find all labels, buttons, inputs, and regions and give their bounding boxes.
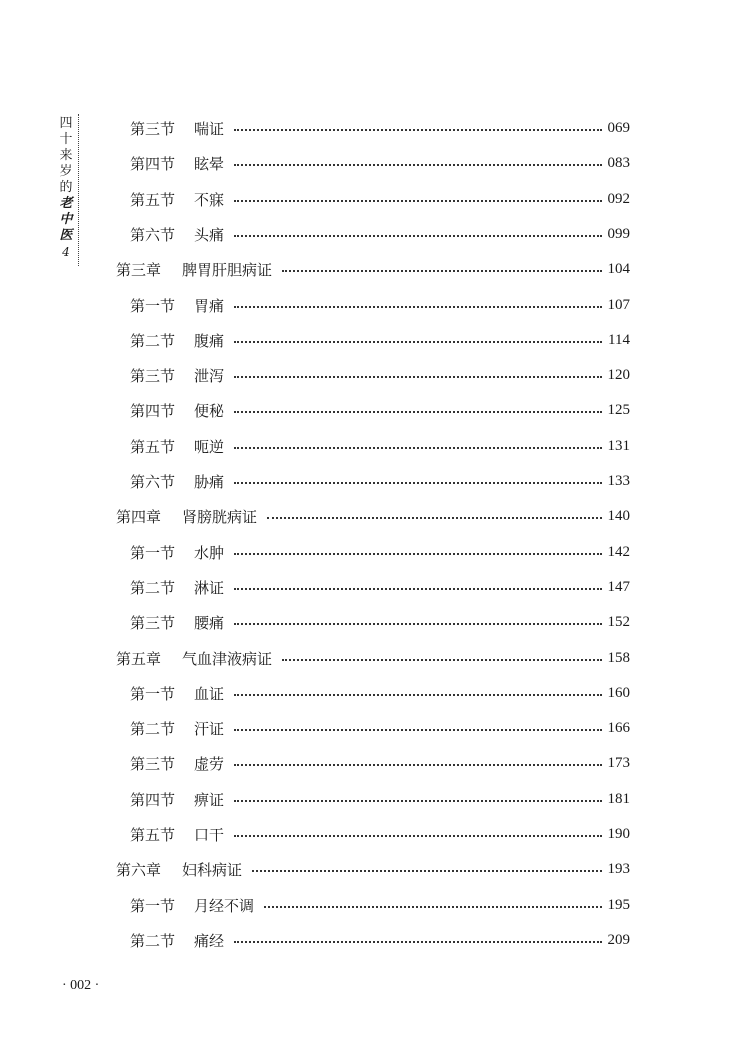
toc-section-entry[interactable] [130,469,630,493]
running-title-emphasis: 中 [59,212,73,227]
toc-entry-page: 069 [607,119,630,136]
toc-entry-page: 107 [607,296,630,313]
toc-section-entry[interactable] [130,681,630,705]
toc-entry-title: 血证 [194,684,225,703]
running-title-char: 岁 [59,164,73,179]
toc-entry-page: 209 [607,931,630,948]
toc-dot-leader [234,447,601,449]
toc-entry-page: 181 [607,790,630,807]
toc-dot-leader [282,270,601,272]
toc-section-entry[interactable] [130,610,630,634]
toc-entry-title: 妇科病证 [182,860,243,879]
toc-entry-title: 痹证 [194,790,225,809]
toc-entry-page: 152 [607,613,630,630]
toc-dot-leader [264,906,601,908]
toc-entry-label: 第二节 [130,331,176,350]
toc-entry-title: 眩晕 [194,154,225,173]
toc-entry-label: 第一节 [130,896,176,915]
running-title-emphasis: 老 [59,196,73,211]
toc-entry-page: 083 [607,154,630,171]
toc-chapter-entry[interactable] [116,504,630,528]
toc-section-entry[interactable] [130,293,630,317]
toc-dot-leader [234,482,601,484]
toc-entry-title: 胁痛 [194,472,225,491]
toc-section-entry[interactable] [130,716,630,740]
toc-chapter-entry[interactable] [116,857,630,881]
toc-entry-page: 140 [607,507,630,524]
toc-dot-leader [267,517,601,519]
toc-dot-leader [234,164,601,166]
toc-entry-title: 腰痛 [194,613,225,632]
toc-dot-leader [234,835,601,837]
toc-entry-title: 呃逆 [194,437,225,456]
toc-dot-leader [234,553,601,555]
toc-section-entry[interactable] [130,151,630,175]
toc-entry-page: 099 [607,225,630,242]
running-title-char: 来 [59,148,73,163]
toc-entry-label: 第六节 [130,472,176,491]
toc-dot-leader [234,941,601,943]
toc-entry-label: 第三节 [130,119,176,138]
toc-entry-label: 第五节 [130,825,176,844]
toc-dot-leader [234,694,601,696]
toc-entry-label: 第一节 [130,543,176,562]
toc-dot-leader [282,659,601,661]
toc-section-entry[interactable] [130,822,630,846]
toc-entry-title: 淋证 [194,578,225,597]
toc-entry-label: 第三节 [130,613,176,632]
toc-entry-label: 第五节 [130,190,176,209]
toc-dot-leader [234,200,601,202]
toc-entry-page: 190 [607,825,630,842]
toc-entry-title: 腹痛 [194,331,225,350]
toc-entry-label: 第五章 [116,649,162,668]
toc-dot-leader [234,623,601,625]
toc-entry-label: 第四节 [130,154,176,173]
toc-entry-title: 泄泻 [194,366,225,385]
running-title-char: 的 [59,180,73,195]
toc-section-entry[interactable] [130,575,630,599]
toc-section-entry[interactable] [130,434,630,458]
toc-chapter-entry[interactable] [116,257,630,281]
toc-dot-leader [234,729,601,731]
toc-dot-leader [234,411,601,413]
toc-dot-leader [234,800,601,802]
toc-section-entry[interactable] [130,187,630,211]
toc-entry-label: 第二节 [130,931,176,950]
toc-dot-leader [234,235,601,237]
toc-entry-page: 120 [607,366,630,383]
toc-entry-title: 汗证 [194,719,225,738]
toc-entry-label: 第三章 [116,260,162,279]
toc-entry-page: 147 [607,578,630,595]
toc-entry-page: 193 [607,860,630,877]
toc-entry-label: 第一节 [130,684,176,703]
toc-entry-title: 月经不调 [194,896,255,915]
toc-entry-page: 131 [607,437,630,454]
running-title-char: 十 [59,132,73,147]
toc-entry-title: 肾膀胱病证 [182,507,258,526]
toc-entry-page: 104 [607,260,630,277]
toc-section-entry[interactable] [130,893,630,917]
toc-entry-page: 092 [607,190,630,207]
toc-entry-label: 第二节 [130,578,176,597]
running-title-char: 四 [59,116,73,131]
toc-entry-title: 头痛 [194,225,225,244]
toc-entry-label: 第四节 [130,401,176,420]
toc-dot-leader [234,341,602,343]
toc-entry-title: 脾胃肝胆病证 [182,260,273,279]
toc-entry-label: 第六节 [130,225,176,244]
toc-section-entry[interactable] [130,328,630,352]
toc-entry-title: 水肿 [194,543,225,562]
toc-section-entry[interactable] [130,222,630,246]
toc-entry-label: 第六章 [116,860,162,879]
running-title [56,116,76,260]
toc-entry-page: 133 [607,472,630,489]
toc-dot-leader [234,306,601,308]
toc-dot-leader [234,588,601,590]
toc-section-entry[interactable] [130,116,630,140]
running-title-rule [78,114,79,266]
toc-entry-label: 第五节 [130,437,176,456]
toc-entry-page: 158 [607,649,630,666]
toc-entry-label: 第三节 [130,366,176,385]
toc-entry-page: 160 [607,684,630,701]
toc-section-entry[interactable] [130,540,630,564]
toc-section-entry[interactable] [130,751,630,775]
toc-section-entry[interactable] [130,787,630,811]
toc-entry-title: 口干 [194,825,225,844]
toc-entry-title: 气血津液病证 [182,649,273,668]
toc-entry-page: 125 [607,401,630,418]
toc-entry-page: 114 [608,331,630,348]
toc-entry-title: 不寐 [194,190,225,209]
toc-entry-title: 便秘 [194,401,225,420]
toc-entry-page: 173 [607,754,630,771]
toc-entry-page: 166 [607,719,630,736]
toc-entry-label: 第四章 [116,507,162,526]
toc-section-entry[interactable] [130,398,630,422]
toc-dot-leader [234,376,601,378]
running-title-number: 4 [62,245,70,259]
toc-entry-page: 195 [607,896,630,913]
toc-entry-label: 第二节 [130,719,176,738]
toc-section-entry[interactable] [130,928,630,952]
toc-section-entry[interactable] [130,363,630,387]
toc-entry-label: 第四节 [130,790,176,809]
toc-dot-leader [234,129,601,131]
toc-entry-title: 喘证 [194,119,225,138]
running-title-emphasis: 医 [59,228,73,243]
toc-entry-title: 虚劳 [194,754,225,773]
toc-dot-leader [234,764,601,766]
toc-entry-title: 胃痛 [194,296,225,315]
toc-chapter-entry[interactable] [116,646,630,670]
toc-entry-label: 第一节 [130,296,176,315]
toc-dot-leader [252,870,601,872]
page-number: · 002 · [62,978,100,993]
toc-entry-title: 痛经 [194,931,225,950]
toc-entry-page: 142 [607,543,630,560]
toc-entry-label: 第三节 [130,754,176,773]
